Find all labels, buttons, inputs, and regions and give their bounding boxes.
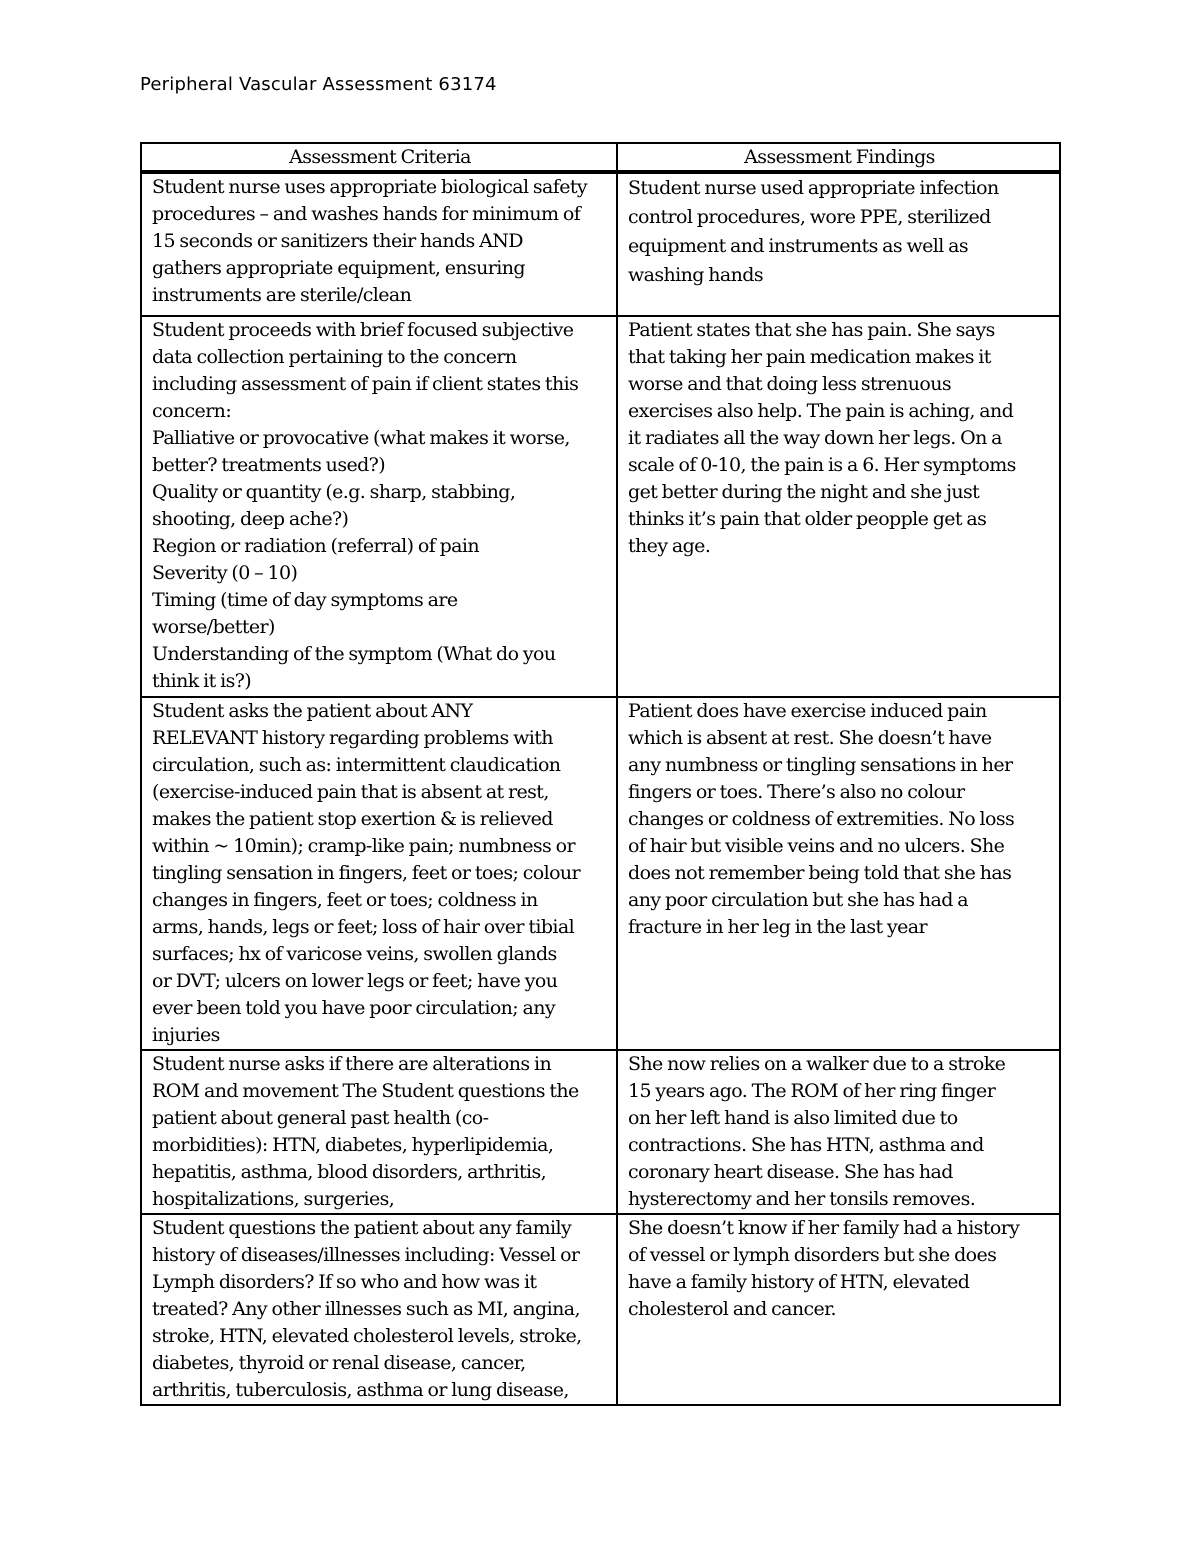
findings-line: She now relies on a walker due to a stroke (628, 1053, 1006, 1075)
findings-line: thinks it’s pain that older peopple get as (628, 508, 987, 530)
criteria-cell (141, 1214, 617, 1405)
criteria-line: Quality or quantity (e.g. sharp, stabbing, (152, 481, 516, 503)
criteria-line: worse/better) (152, 616, 275, 638)
findings-line: Student nurse used appropriate infection (628, 177, 999, 199)
findings-line: on her left hand is also limited due to (628, 1107, 958, 1129)
findings-line: scale of 0-10, the pain is a 6. Her symptoms (628, 454, 1016, 476)
findings-line: Patient does have exercise induced pain (628, 700, 987, 722)
findings-line: hysterectomy and her tonsils removes. (628, 1188, 976, 1210)
findings-cell (617, 1214, 1060, 1405)
criteria-line: treated? Any other illnesses such as MI, angina, (152, 1298, 580, 1320)
criteria-line: injuries (152, 1024, 220, 1046)
findings-line: does not remember being told that she has (628, 862, 1012, 884)
criteria-line: history of diseases/illnesses including: Vessel or (152, 1244, 580, 1266)
findings-line: get better during the night and she just (628, 481, 980, 503)
table-row (141, 172, 1060, 316)
findings-line: which is absent at rest. She doesn’t have (628, 727, 992, 749)
findings-line: worse and that doing less strenuous (628, 373, 952, 395)
findings-line: of vessel or lymph disorders but she does (628, 1244, 997, 1266)
criteria-line: Timing (time of day symptoms are (152, 589, 458, 611)
criteria-line: diabetes, thyroid or renal disease, cancer, (152, 1352, 526, 1374)
criteria-line: patient about general past health (co- (152, 1107, 489, 1129)
criteria-line: hepatitis, asthma, blood disorders, arthritis, (152, 1161, 547, 1183)
criteria-line: arthritis, tuberculosis, asthma or lung disease, (152, 1379, 569, 1401)
criteria-line: including assessment of pain if client states this (152, 373, 579, 395)
criteria-line: stroke, HTN, elevated cholesterol levels, stroke, (152, 1325, 582, 1347)
criteria-line: data collection pertaining to the concern (152, 346, 517, 368)
findings-line: of hair but visible veins and no ulcers. She (628, 835, 1005, 857)
findings-line: any numbness or tingling sensations in her (628, 754, 1013, 776)
findings-cell (617, 697, 1060, 1050)
criteria-line: Understanding of the symptom (What do you (152, 643, 556, 665)
criteria-line: Student asks the patient about ANY (152, 700, 473, 722)
findings-line: cholesterol and cancer. (628, 1298, 836, 1320)
findings-line: equipment and instruments as well as (628, 235, 969, 257)
criteria-line: arms, hands, legs or feet; loss of hair over tibial (152, 916, 575, 938)
findings-line: She doesn’t know if her family had a history (628, 1217, 1020, 1239)
criteria-line: Region or radiation (referral) of pain (152, 535, 480, 557)
criteria-line: circulation, such as: intermittent claudication (152, 754, 561, 776)
findings-line: it radiates all the way down her legs. On a (628, 427, 1002, 449)
criteria-cell (141, 1050, 617, 1214)
criteria-line: ROM and movement The Student questions the (152, 1080, 579, 1102)
document-header: Peripheral Vascular Assessment 63174 (140, 74, 497, 95)
findings-line: control procedures, wore PPE, sterilized (628, 206, 991, 228)
criteria-line: within ~ 10min); cramp-like pain; numbness or (152, 835, 575, 857)
criteria-line: changes in fingers, feet or toes; coldness in (152, 889, 538, 911)
criteria-line: tingling sensation in fingers, feet or toes; colour (152, 862, 581, 884)
criteria-line: morbidities): HTN, diabetes, hyperlipidemia, (152, 1134, 554, 1156)
findings-line: that taking her pain medication makes it (628, 346, 991, 368)
criteria-line: think it is?) (152, 670, 252, 692)
criteria-line: better? treatments used?) (152, 454, 386, 476)
findings-cell (617, 1050, 1060, 1214)
criteria-cell (141, 316, 617, 697)
criteria-line: ever been told you have poor circulation; any (152, 997, 556, 1019)
findings-line: 15 years ago. The ROM of her ring finger (628, 1080, 996, 1102)
criteria-line: Student questions the patient about any family (152, 1217, 572, 1239)
table-row (141, 1050, 1060, 1214)
table-row (141, 1214, 1060, 1405)
criteria-line: 15 seconds or sanitizers their hands AND (152, 230, 523, 252)
findings-cell (617, 172, 1060, 316)
findings-line: fracture in her leg in the last year (628, 916, 927, 938)
criteria-line: procedures – and washes hands for minimum of (152, 203, 581, 225)
criteria-line: Lymph disorders? If so who and how was it (152, 1271, 537, 1293)
findings-line: washing hands (628, 264, 764, 286)
findings-line: fingers or toes. There’s also no colour (628, 781, 965, 803)
criteria-line: shooting, deep ache?) (152, 508, 349, 530)
table-row (141, 697, 1060, 1050)
criteria-line: hospitalizations, surgeries, (152, 1188, 395, 1210)
findings-line: any poor circulation but she has had a (628, 889, 969, 911)
criteria-line: (exercise-induced pain that is absent at rest, (152, 781, 549, 803)
findings-line: have a family history of HTN, elevated (628, 1271, 970, 1293)
criteria-line: Student nurse uses appropriate biological safety (152, 176, 588, 198)
column-header-findings: Assessment Findings (617, 143, 1060, 172)
findings-line: coronary heart disease. She has had (628, 1161, 953, 1183)
assessment-table (140, 142, 1061, 1406)
findings-cell (617, 316, 1060, 697)
criteria-cell (141, 172, 617, 316)
criteria-line: Student nurse asks if there are alterations in (152, 1053, 552, 1075)
criteria-line: or DVT; ulcers on lower legs or feet; have you (152, 970, 558, 992)
criteria-line: makes the patient stop exertion & is relieved (152, 808, 553, 830)
findings-line: exercises also help. The pain is aching, and (628, 400, 1014, 422)
table-row (141, 316, 1060, 697)
criteria-line: RELEVANT history regarding problems with (152, 727, 553, 749)
criteria-line: surfaces; hx of varicose veins, swollen glands (152, 943, 557, 965)
criteria-line: concern: (152, 400, 232, 422)
criteria-cell (141, 697, 617, 1050)
criteria-line: Palliative or provocative (what makes it worse, (152, 427, 570, 449)
criteria-line: Student proceeds with brief focused subjective (152, 319, 574, 341)
findings-line: changes or coldness of extremities. No loss (628, 808, 1015, 830)
table-header-row (141, 143, 1060, 172)
findings-line: contractions. She has HTN, asthma and (628, 1134, 984, 1156)
criteria-line: gathers appropriate equipment, ensuring (152, 257, 525, 279)
criteria-line: instruments are sterile/clean (152, 284, 412, 306)
findings-line: they age. (628, 535, 711, 557)
criteria-line: Severity (0 – 10) (152, 562, 298, 584)
findings-line: Patient states that she has pain. She says (628, 319, 995, 341)
column-header-criteria: Assessment Criteria (141, 143, 617, 172)
